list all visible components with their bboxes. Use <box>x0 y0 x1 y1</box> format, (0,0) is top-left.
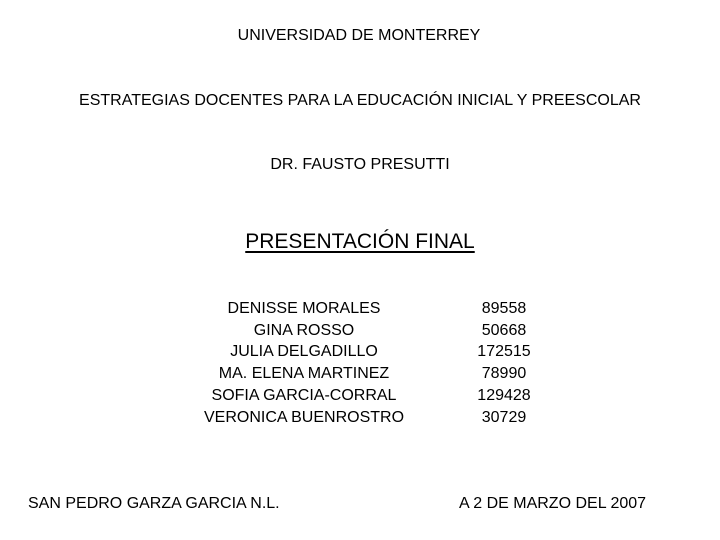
footer-place: SAN PEDRO GARZA GARCIA N.L. <box>28 495 280 512</box>
student-name: JULIA DELGADILLO <box>230 343 378 361</box>
student-id: 172515 <box>477 343 531 361</box>
student-id: 30729 <box>481 408 527 426</box>
student-name: MA. ELENA MARTINEZ <box>218 365 390 383</box>
student-name: SOFIA GARCIA-CORRAL <box>211 386 397 404</box>
student-name: GINA ROSSO <box>253 321 355 339</box>
presentation-title: PRESENTACIÓN FINAL <box>245 230 475 253</box>
student-id: 78990 <box>481 365 527 383</box>
student-id: 129428 <box>477 386 531 404</box>
course-title: ESTRATEGIAS DOCENTES PARA LA EDUCACIÓN INICIAL Y PREESCOLAR <box>79 92 641 109</box>
student-id: 89558 <box>481 300 527 317</box>
student-names-list <box>186 298 422 428</box>
student-name: VERONICA BUENROSTRO <box>203 408 405 426</box>
footer-date: A 2 DE MARZO DEL 2007 <box>459 495 647 512</box>
professor-name: DR. FAUSTO PRESUTTI <box>270 156 450 173</box>
student-name: DENISSE MORALES <box>227 300 381 317</box>
student-ids-list <box>466 298 542 428</box>
student-id: 50668 <box>481 321 527 339</box>
university-name: UNIVERSIDAD DE MONTERREY <box>237 27 481 44</box>
